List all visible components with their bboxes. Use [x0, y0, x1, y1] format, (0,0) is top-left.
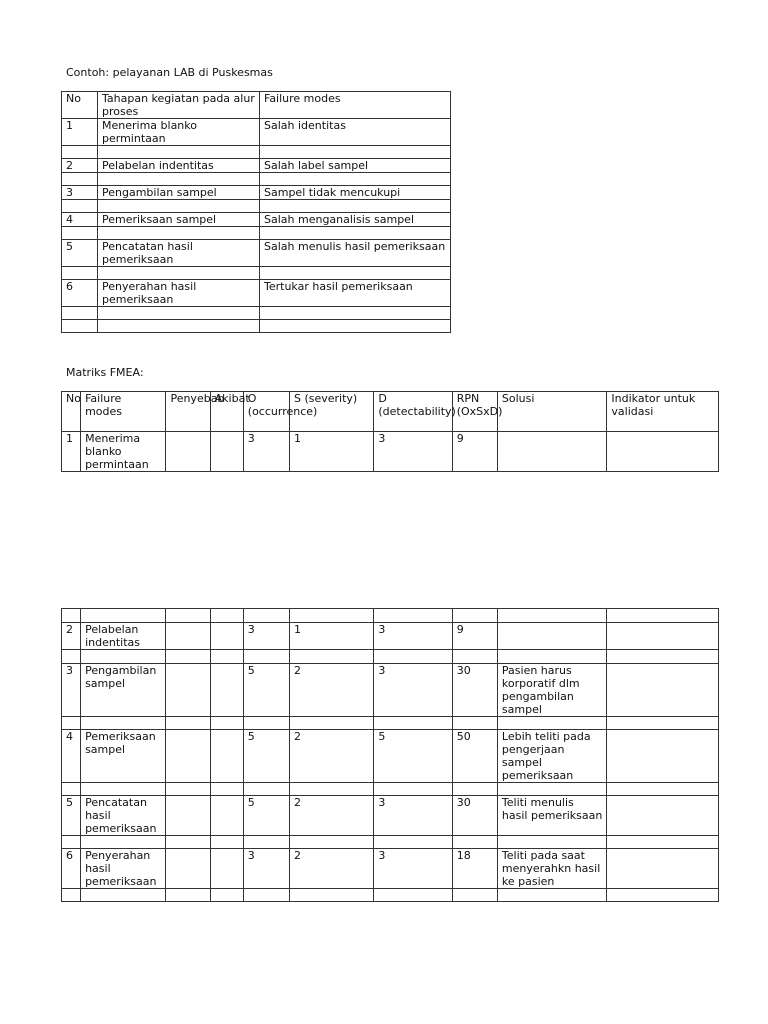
table-cell: Tertukar hasil pemeriksaan: [260, 280, 451, 307]
table-cell: [210, 664, 243, 717]
table-cell: [210, 432, 243, 472]
table-cell: 9: [452, 623, 497, 650]
table-cell: 3: [243, 623, 289, 650]
table-cell: [166, 796, 210, 836]
table-row: [62, 119, 451, 146]
table-cell: 3: [374, 664, 452, 717]
table-row: [62, 227, 451, 240]
table-cell: [607, 730, 719, 783]
table-cell: [497, 783, 607, 796]
table-cell: [374, 783, 452, 796]
table-cell: [260, 173, 451, 186]
table-cell: 1: [289, 623, 373, 650]
table-row: [62, 849, 719, 889]
table-row: [62, 717, 719, 730]
table-cell: O (occurrence): [243, 392, 289, 432]
table-cell: [497, 836, 607, 849]
table-cell: [289, 836, 373, 849]
table-cell: [166, 609, 210, 623]
table-cell: 6: [62, 280, 98, 307]
table-cell: [62, 783, 81, 796]
table-cell: 3: [243, 432, 289, 472]
table-cell: Pencatatan hasil pemeriksaan: [81, 796, 166, 836]
table-cell: 1: [62, 119, 98, 146]
table-cell: [98, 267, 260, 280]
table-cell: [374, 717, 452, 730]
table-cell: [210, 717, 243, 730]
table-row: [62, 186, 451, 200]
table-cell: [166, 432, 210, 472]
process-steps-table: [61, 91, 451, 333]
table-cell: Akibat: [210, 392, 243, 432]
fmea-matrix-continued-table: [61, 608, 719, 902]
table-cell: [607, 849, 719, 889]
table-cell: Pemeriksaan sampel: [98, 213, 260, 227]
table-cell: Pengambilan sampel: [81, 664, 166, 717]
table-cell: [62, 609, 81, 623]
table-row: [62, 650, 719, 664]
table-cell: 3: [243, 849, 289, 889]
table-cell: [81, 836, 166, 849]
table-cell: [166, 730, 210, 783]
table-row: [62, 609, 719, 623]
table-row: [62, 280, 451, 307]
section-heading-example: Contoh: pelayanan LAB di Puskesmas: [66, 66, 273, 79]
table-cell: [452, 650, 497, 664]
table-cell: [62, 173, 98, 186]
table-cell: [62, 889, 81, 902]
table-cell: [374, 609, 452, 623]
table-cell: Solusi: [497, 392, 607, 432]
table-cell: [607, 609, 719, 623]
table-cell: 2: [289, 664, 373, 717]
table-cell: [260, 200, 451, 213]
table-cell: S (severity): [289, 392, 373, 432]
table-cell: [210, 730, 243, 783]
table-cell: 5: [243, 664, 289, 717]
table-cell: [289, 650, 373, 664]
table-cell: [607, 650, 719, 664]
table-cell: 4: [62, 213, 98, 227]
table-cell: [166, 664, 210, 717]
table-row: [62, 320, 451, 333]
table-cell: 9: [452, 432, 497, 472]
table-cell: 2: [289, 796, 373, 836]
table-cell: Pelabelan indentitas: [81, 623, 166, 650]
section-heading-fmea: Matriks FMEA:: [66, 366, 144, 379]
table-cell: [607, 664, 719, 717]
table-cell: [607, 432, 719, 472]
table-cell: [62, 200, 98, 213]
table-cell: [210, 783, 243, 796]
table-cell: [81, 609, 166, 623]
table-row: [62, 307, 451, 320]
table-cell: [166, 836, 210, 849]
table-cell: No: [62, 92, 98, 119]
table-cell: [374, 650, 452, 664]
table-cell: 18: [452, 849, 497, 889]
table-cell: [260, 307, 451, 320]
table-cell: Salah identitas: [260, 119, 451, 146]
table-cell: [497, 623, 607, 650]
table-cell: [98, 227, 260, 240]
table-row: [62, 796, 719, 836]
table-cell: [210, 609, 243, 623]
table-row: [62, 889, 719, 902]
table-cell: Penyerahan hasil pemeriksaan: [81, 849, 166, 889]
table-cell: [374, 889, 452, 902]
table-cell: [62, 320, 98, 333]
table-cell: [62, 227, 98, 240]
table-cell: 2: [289, 849, 373, 889]
table-cell: [62, 717, 81, 730]
table-cell: [260, 320, 451, 333]
table-cell: [243, 609, 289, 623]
table-cell: Salah menganalisis sampel: [260, 213, 451, 227]
table-cell: [98, 320, 260, 333]
table-row: [62, 836, 719, 849]
table-cell: Penyerahan hasil pemeriksaan: [98, 280, 260, 307]
table-cell: [607, 889, 719, 902]
table-cell: [166, 889, 210, 902]
table-cell: [81, 650, 166, 664]
table-header-row: [62, 92, 451, 119]
table-cell: 3: [374, 796, 452, 836]
table-cell: 2: [62, 623, 81, 650]
table-cell: [497, 609, 607, 623]
table-cell: Pengambilan sampel: [98, 186, 260, 200]
table-cell: [210, 836, 243, 849]
table-cell: [166, 623, 210, 650]
table-cell: D (detectability): [374, 392, 452, 432]
table-cell: [98, 173, 260, 186]
table-cell: 30: [452, 796, 497, 836]
table-cell: [210, 650, 243, 664]
table-cell: [62, 650, 81, 664]
table-cell: No: [62, 392, 81, 432]
table-cell: [452, 609, 497, 623]
table-cell: [452, 717, 497, 730]
table-cell: [166, 849, 210, 889]
table-cell: [243, 783, 289, 796]
table-cell: Pasien harus korporatif dlm pengambilan sampel: [497, 664, 607, 717]
table-cell: Teliti pada saat menyerahkn hasil ke pasien: [497, 849, 607, 889]
table-cell: [497, 889, 607, 902]
table-cell: Penyebab: [166, 392, 210, 432]
table-cell: [166, 783, 210, 796]
table-cell: [374, 836, 452, 849]
table-cell: [210, 796, 243, 836]
table-row: [62, 664, 719, 717]
table-cell: [62, 267, 98, 280]
table-cell: 3: [374, 849, 452, 889]
table-cell: 6: [62, 849, 81, 889]
table-cell: [289, 609, 373, 623]
table-cell: [497, 432, 607, 472]
table-cell: RPN (OxSxD): [452, 392, 497, 432]
table-cell: [243, 836, 289, 849]
table-cell: Teliti menulis hasil pemeriksaan: [497, 796, 607, 836]
table-row: [62, 213, 451, 227]
table-row: [62, 173, 451, 186]
table-row: [62, 730, 719, 783]
table-cell: [62, 836, 81, 849]
table-cell: 1: [62, 432, 81, 472]
table-cell: [289, 889, 373, 902]
table-cell: 30: [452, 664, 497, 717]
table-cell: Menerima blanko permintaan: [98, 119, 260, 146]
table-cell: Sampel tidak mencukupi: [260, 186, 451, 200]
table-cell: [210, 889, 243, 902]
table-cell: [452, 889, 497, 902]
table-row: [62, 267, 451, 280]
table-cell: [260, 267, 451, 280]
table-cell: 5: [62, 796, 81, 836]
table-cell: 50: [452, 730, 497, 783]
table-cell: Pencatatan hasil pemeriksaan: [98, 240, 260, 267]
table-cell: Failure modes: [260, 92, 451, 119]
table-cell: [166, 650, 210, 664]
table-cell: Lebih teliti pada pengerjaan sampel pemeriksaan: [497, 730, 607, 783]
table-cell: [260, 146, 451, 159]
table-cell: [607, 717, 719, 730]
table-cell: [98, 200, 260, 213]
table-cell: [607, 783, 719, 796]
table-cell: 3: [62, 664, 81, 717]
table-cell: Tahapan kegiatan pada alur proses: [98, 92, 260, 119]
table-cell: [289, 783, 373, 796]
table-cell: 5: [243, 796, 289, 836]
table-cell: [81, 889, 166, 902]
table-cell: 5: [374, 730, 452, 783]
table-cell: Menerima blanko permintaan: [81, 432, 166, 472]
table-row: [62, 240, 451, 267]
table-cell: [289, 717, 373, 730]
table-cell: [607, 623, 719, 650]
table-cell: [210, 623, 243, 650]
table-row: [62, 783, 719, 796]
table-cell: Failure modes: [81, 392, 166, 432]
table-cell: 3: [374, 623, 452, 650]
table-cell: [210, 849, 243, 889]
table-cell: 1: [289, 432, 373, 472]
table-cell: Salah label sampel: [260, 159, 451, 173]
table-cell: [260, 227, 451, 240]
table-cell: [98, 307, 260, 320]
table-cell: 3: [62, 186, 98, 200]
table-cell: 4: [62, 730, 81, 783]
table-cell: [607, 836, 719, 849]
fmea-matrix-table: [61, 391, 719, 472]
table-cell: Pemeriksaan sampel: [81, 730, 166, 783]
table-cell: [497, 717, 607, 730]
table-cell: [81, 783, 166, 796]
table-cell: [497, 650, 607, 664]
table-row: [62, 159, 451, 173]
table-cell: [62, 307, 98, 320]
table-cell: Salah menulis hasil pemeriksaan: [260, 240, 451, 267]
table-row: [62, 146, 451, 159]
table-cell: [62, 146, 98, 159]
table-header-row: [62, 392, 719, 432]
table-cell: Indikator untuk validasi: [607, 392, 719, 432]
table-cell: [166, 717, 210, 730]
table-cell: [607, 796, 719, 836]
table-cell: [81, 717, 166, 730]
table-cell: 5: [243, 730, 289, 783]
table-cell: 3: [374, 432, 452, 472]
table-row: [62, 200, 451, 213]
table-cell: [452, 836, 497, 849]
table-cell: 5: [62, 240, 98, 267]
table-cell: [98, 146, 260, 159]
table-cell: [452, 783, 497, 796]
table-cell: Pelabelan indentitas: [98, 159, 260, 173]
table-row: [62, 623, 719, 650]
table-row: [62, 432, 719, 472]
table-cell: 2: [289, 730, 373, 783]
table-cell: [243, 717, 289, 730]
table-cell: [243, 889, 289, 902]
table-cell: 2: [62, 159, 98, 173]
table-cell: [243, 650, 289, 664]
